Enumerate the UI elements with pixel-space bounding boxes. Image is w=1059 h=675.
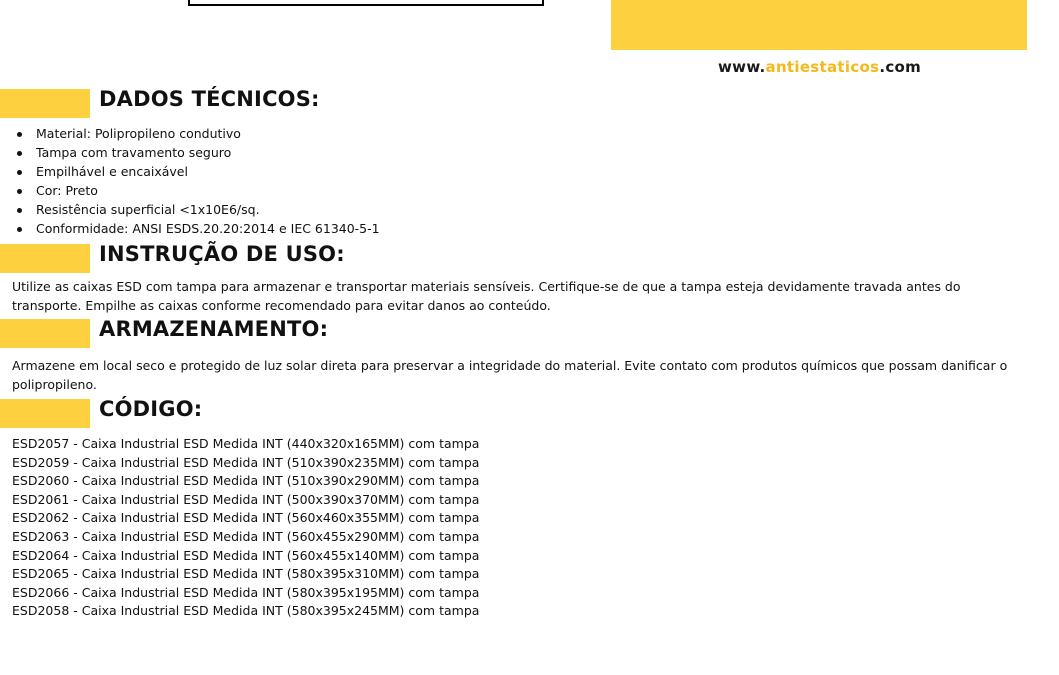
list-item: ESD2058 - Caixa Industrial ESD Medida INT (580x395x245MM) com tampa	[12, 603, 480, 619]
list-item: ESD2060 - Caixa Industrial ESD Medida INT (510x390x290MM) com tampa	[12, 473, 480, 489]
product-image-frame	[188, 0, 544, 6]
list-item: Resistência superficial <1x10E6/sq.	[0, 200, 380, 219]
usage-instructions-text: Utilize as caixas ESD com tampa para armazenar e transportar materiais sensíveis. Certifique-se de que a tampa esteja devidamente travada antes do transporte. Empilhe as caixas conforme recomendado para evitar danos ao conteúdo.	[12, 279, 961, 313]
list-item: Material: Polipropileno condutivo	[0, 124, 380, 143]
section-accent-bar	[0, 319, 90, 348]
header-banner	[611, 0, 1027, 50]
section-title: ARMAZENAMENTO:	[99, 317, 329, 341]
url-suffix: .com	[879, 58, 922, 76]
section-accent-bar	[0, 244, 90, 273]
url-prefix: www.	[718, 58, 766, 76]
list-item: Cor: Preto	[0, 181, 380, 200]
section-accent-bar	[0, 89, 90, 118]
list-item: ESD2061 - Caixa Industrial ESD Medida INT (500x390x370MM) com tampa	[12, 491, 480, 507]
list-item: Empilhável e encaixável	[0, 162, 380, 181]
list-item: ESD2059 - Caixa Industrial ESD Medida INT (510x390x235MM) com tampa	[12, 454, 480, 470]
website-url[interactable]	[718, 58, 921, 76]
section-title: INSTRUÇÃO DE USO:	[99, 242, 345, 266]
section-title: DADOS TÉCNICOS:	[99, 87, 320, 111]
list-item: ESD2063 - Caixa Industrial ESD Medida INT (560x455x290MM) com tampa	[12, 528, 480, 544]
section-title: CÓDIGO:	[99, 397, 203, 421]
list-item: ESD2065 - Caixa Industrial ESD Medida INT (580x395x310MM) com tampa	[12, 566, 480, 582]
url-brand: antiestaticos	[765, 58, 880, 76]
technical-specs-list	[0, 124, 380, 238]
list-item: ESD2057 - Caixa Industrial ESD Medida INT (440x320x165MM) com tampa	[12, 436, 480, 451]
section-accent-bar	[0, 399, 90, 428]
list-item: ESD2066 - Caixa Industrial ESD Medida INT (580x395x195MM) com tampa	[12, 584, 480, 600]
list-item: Conformidade: ANSI ESDS.20.20:2014 e IEC 61340-5-1	[0, 219, 380, 238]
product-code-list	[12, 435, 479, 621]
storage-text: Armazene em local seco e protegido de luz solar direta para preservar a integridade do material. Evite contato com produtos químicos que possam danificar o polipropileno.	[12, 358, 1008, 392]
list-item: ESD2064 - Caixa Industrial ESD Medida INT (560x455x140MM) com tampa	[12, 547, 480, 563]
list-item: ESD2062 - Caixa Industrial ESD Medida INT (560x460x355MM) com tampa	[12, 510, 480, 526]
list-item: Tampa com travamento seguro	[0, 143, 380, 162]
